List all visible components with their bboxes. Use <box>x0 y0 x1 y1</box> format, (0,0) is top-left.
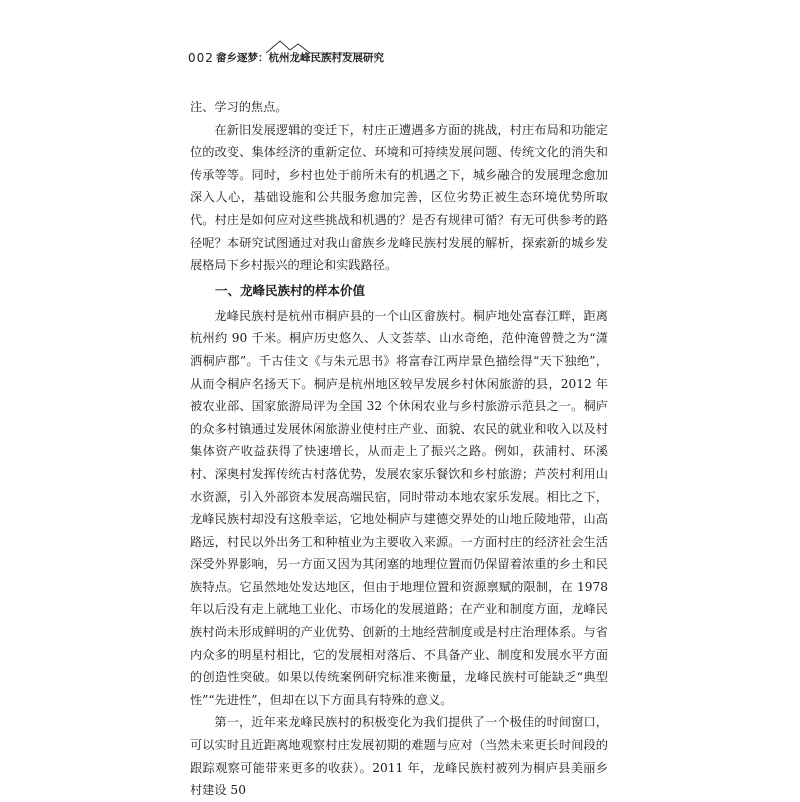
paragraph: 龙峰民族村是杭州市桐庐县的一个山区畲族村。桐庐地处富春江畔，距离杭州约 90 千米。桐庐历史悠久、人文荟萃、山水奇绝，范仲淹曾赞之为“潇洒桐庐郡”。千古佳文《与朱元思书》将富春江两岸景色描绘得“天下独绝”，从而令桐庐名扬天下。桐庐是杭州地区较早发展乡村休闲旅游的县，2012 年被农业部、国家旅游局评为全国 32 个休闲农业与乡村旅游示范县之一。桐庐的众多村镇通过发展休闲旅游业使村庄产业、面貌、农民的就业和收入以及村集体资产收益获得了快速增长，从而走上了振兴之路。例如，荻浦村、环溪村、深奥村发挥传统古村落优势，发展农家乐餐饮和乡村旅游；芦茨村利用山水资源，引入外部资本发展高端民宿，同时带动本地农家乐发展。相比之下，龙峰民族村却没有这般幸运，它地处桐庐与建德交界处的山地丘陵地带，山高路远，村民以外出务工和种植业为主要收入来源。一方面村庄的经济社会生活深受外界影响，另一方面又因为其闭塞的地理位置而仍保留着浓重的乡土和民族特点。它虽然地处发达地区，但由于地理位置和资源禀赋的限制，在 1978 年以后没有走上就地工业化、市场化的发展道路；在产业和制度方面，龙峰民族村尚未形成鲜明的产业优势、创新的土地经营制度或是村庄治理体系。与省内众多的明星村相比，它的发展相对落后、不具备产业、制度和发展水平方面的创造性突破。如果以传统案例研究标准来衡量，龙峰民族村可能缺乏“典型性”“先进性”，但却在以下方面具有特殊的意义。 <box>190 308 608 707</box>
paragraph: 注、学习的焦点。 <box>190 100 288 114</box>
body-text <box>190 96 608 802</box>
page-number: 002 <box>188 51 214 65</box>
section-heading: 一、龙峰民族村的样本价值 <box>215 282 366 298</box>
paragraph: 在新旧发展逻辑的变迁下，村庄正遭遇多方面的挑战，村庄布局和功能定位的改变、集体经济的重新定位、环境和可持续发展问题、传统文化的消失和传承等等。同时，乡村也处于前所未有的机遇之下，城乡融合的发展理念愈加深入人心，基础设施和公共服务愈加完善，区位劣势正被生态环境优势所取代。村庄是如何应对这些挑战和机遇的？是否有规律可循？有无可供参考的路径呢？本研究试图通过对我山畲族乡龙峰民族村发展的解析，探索新的城乡发展格局下乡村振兴的理论和实践路径。 <box>190 122 608 273</box>
running-header <box>188 42 628 72</box>
paragraph: 第一，近年来龙峰民族村的积极变化为我们提供了一个极佳的时间窗口，可以实时且近距离地观察村庄发展初期的难题与应对（当然未来更长时间段的跟踪观察可能带来更多的收获）。2011 年，龙峰民族村被列为桐庐县美丽乡村建设 50 <box>190 715 608 798</box>
book-title: 畲乡逐梦：杭州龙峰民族村发展研究 <box>216 52 384 64</box>
